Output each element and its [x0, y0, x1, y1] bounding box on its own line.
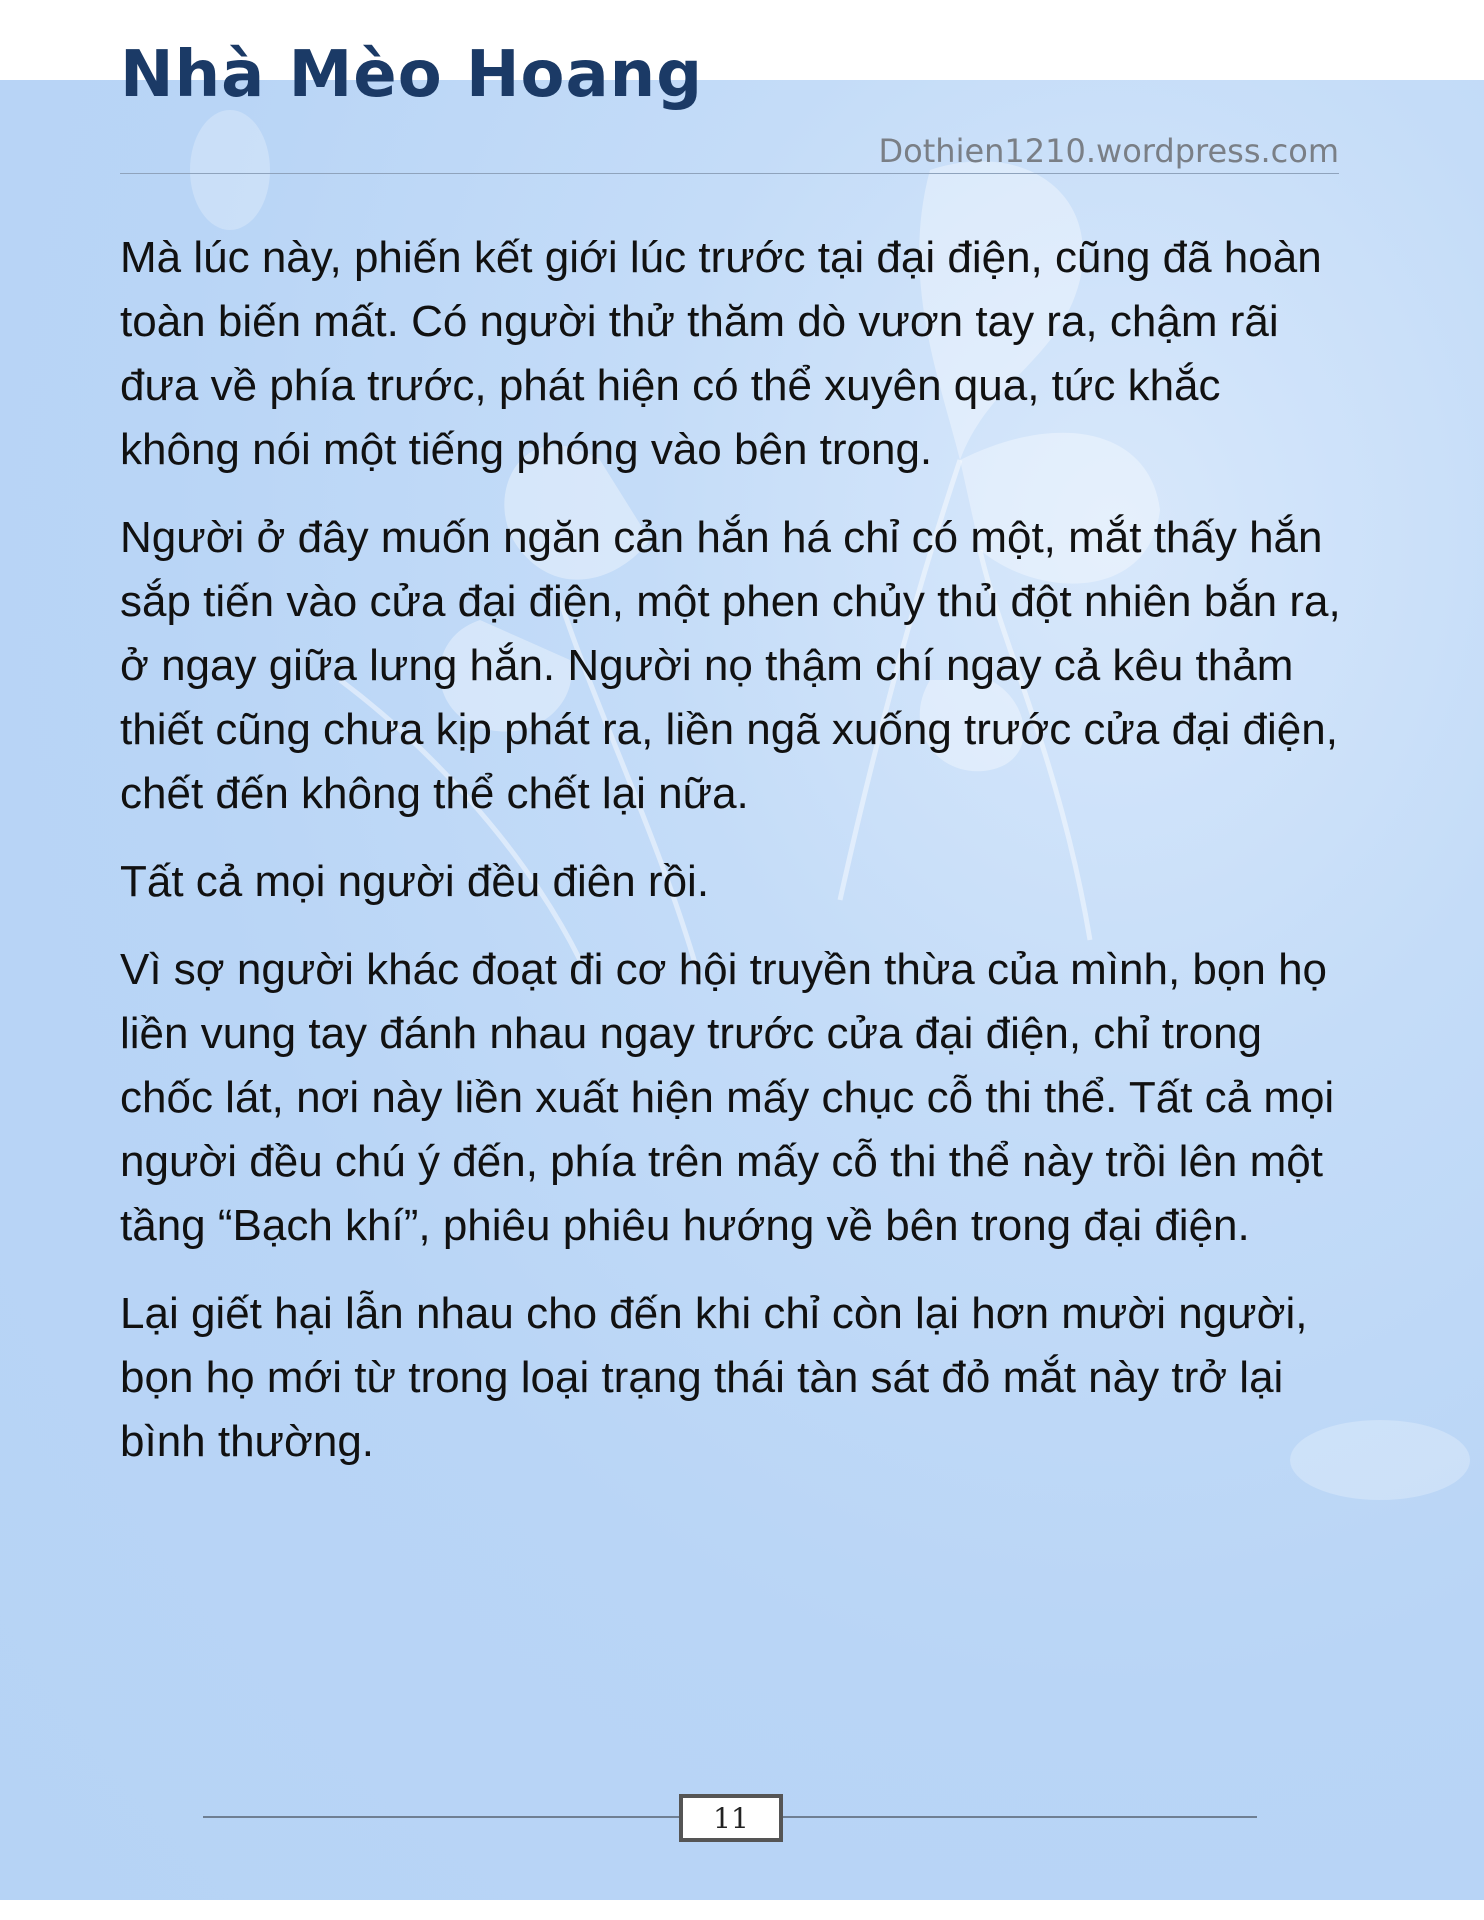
paragraph: Vì sợ người khác đoạt đi cơ hội truyền thừa của mình, bọn họ liền vung tay đánh nhau ngay trước cửa đại điện, chỉ trong chốc lát, nơi này liền xuất hiện mấy chục cỗ thi thể. Tất cả mọi người đều chú ý đến, phía trên mấy cỗ thi thể này trồi lên một tầng “Bạch khí”, phiêu phiêu hướng về bên trong đại điện.	[120, 945, 1335, 1250]
paragraph: Tất cả mọi người đều điên rồi.	[120, 857, 710, 906]
footer-divider-left	[203, 1816, 679, 1818]
header-divider	[120, 173, 1339, 174]
paragraph: Người ở đây muốn ngăn cản hắn há chỉ có một, mắt thấy hắn sắp tiến vào cửa đại điện, một phen chủy thủ đột nhiên bắn ra, ở ngay giữa lưng hắn. Người nọ thậm chí ngay cả kêu thảm thiết cũng chưa kịp phát ra, liền ngã xuống trước cửa đại điện, chết đến không thể chết lại nữa.	[120, 513, 1341, 818]
page-title: Nhà Mèo Hoang	[120, 38, 704, 112]
chapter-text	[120, 226, 1350, 1498]
page-number: 11	[679, 1794, 783, 1842]
footer-divider-right	[781, 1816, 1257, 1818]
paragraph: Mà lúc này, phiến kết giới lúc trước tại đại điện, cũng đã hoàn toàn biến mất. Có người thử thăm dò vươn tay ra, chậm rãi đưa về phía trước, phát hiện có thể xuyên qua, tức khắc không nói một tiếng phóng vào bên trong.	[120, 233, 1322, 474]
site-url: Dothien1210.wordpress.com	[878, 132, 1339, 170]
paragraph: Lại giết hại lẫn nhau cho đến khi chỉ còn lại hơn mười người, bọn họ mới từ trong loại trạng thái tàn sát đỏ mắt này trở lại bình thường.	[120, 1289, 1308, 1466]
